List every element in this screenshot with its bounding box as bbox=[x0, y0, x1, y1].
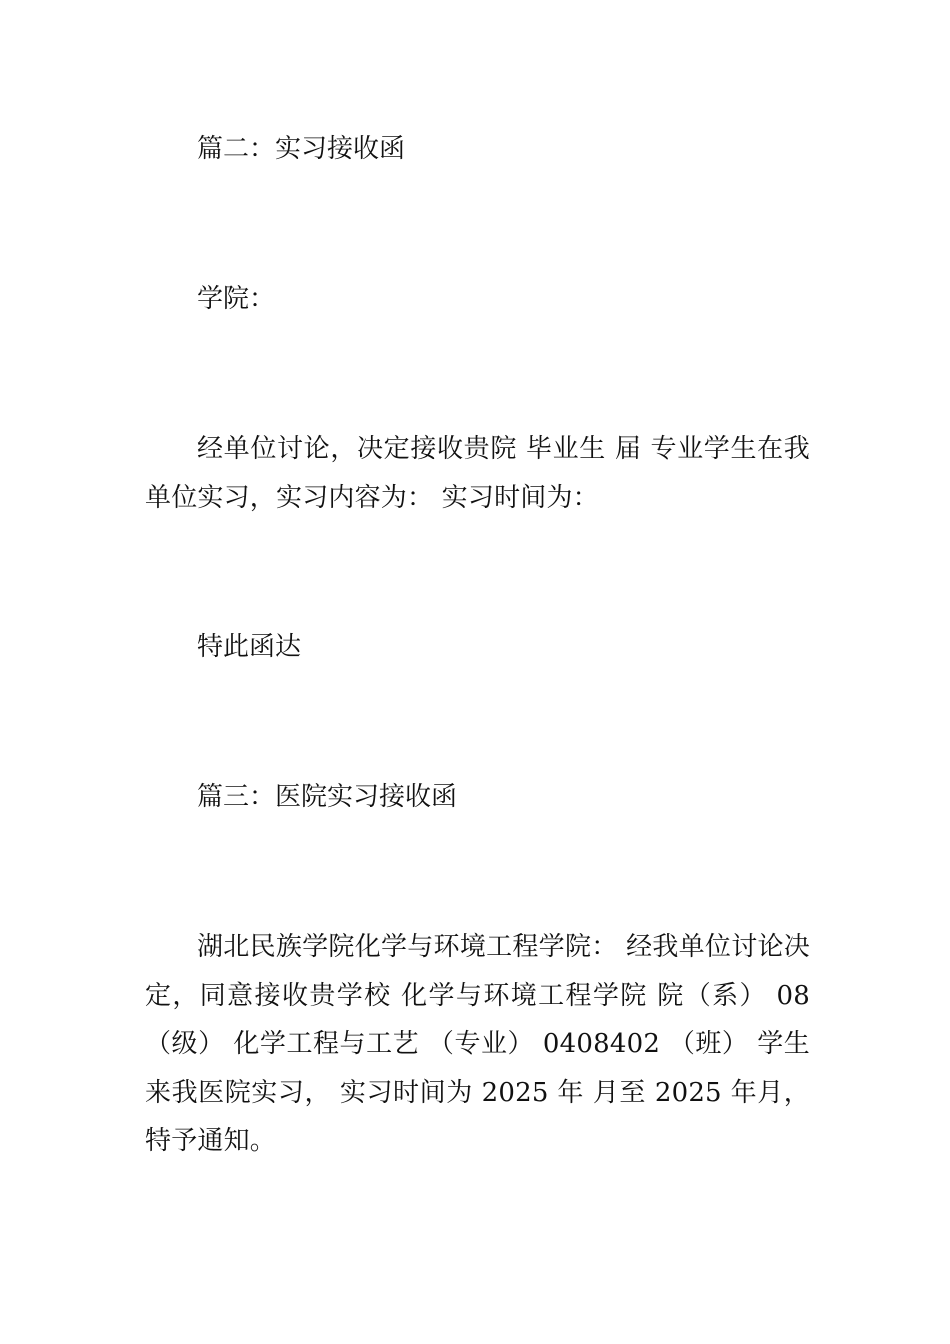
acceptance-paragraph: 经单位讨论，决定接收贵院 毕业生 届 专业学生在我单位实习，实习内容为： 实习时间为： bbox=[145, 434, 810, 513]
section-heading-three: 篇三：医院实习接收函 bbox=[197, 782, 458, 812]
hospital-acceptance-paragraph: 湖北民族学院化学与环境工程学院： 经我单位讨论决定，同意接收贵学校 化学与环境工程学院 院（系） 08（级） 化学工程与工艺 （专业） 0408402 （班） 学生 来我医院实习， 实习时间为 2025 年 月至 2025 年月，特予通知。 bbox=[145, 932, 810, 1156]
section-heading-two: 篇二：实习接收函 bbox=[197, 134, 406, 164]
salutation-college: 学院： bbox=[197, 284, 276, 314]
closing-statement: 特此函达 bbox=[197, 632, 302, 662]
